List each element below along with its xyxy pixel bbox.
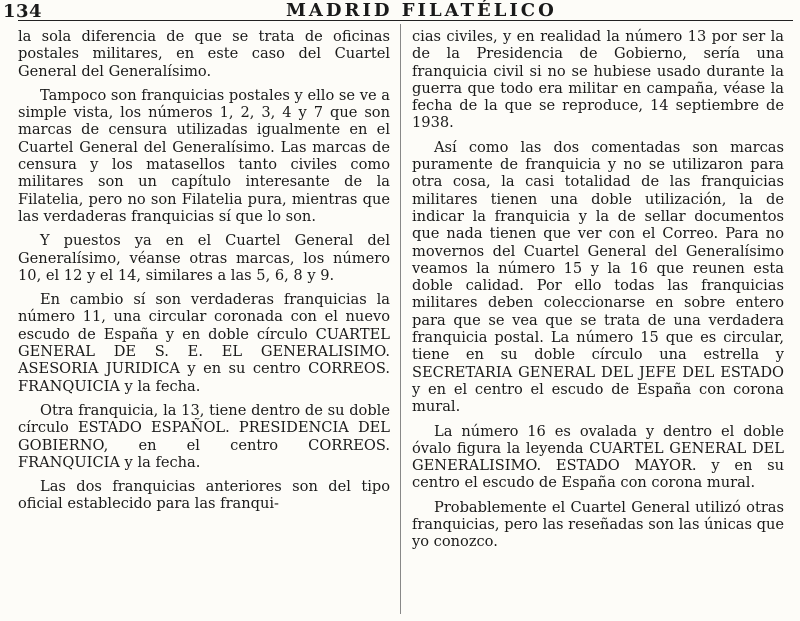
page-header: [0, 0, 800, 24]
paragraph: Otra franquicia, la 13, tiene dentro de su doble círculo ESTADO ESPAÑOL. PRESIDENCIA DEL GOBIERNO, en el centro CORREOS. FRANQUICIA y la fecha.: [18, 401, 390, 471]
paragraph: la sola diferencia de que se trata de oficinas postales militares, en este caso del Cuartel General del Generalísimo.: [18, 28, 390, 80]
paragraph: Tampoco son franquicias postales y ello se ve a simple vista, los números 1, 2, 3, 4 y 7 que son marcas de censura utilizadas igualmente en el Cuartel General del Generalísimo. Las marcas de censura y los matasellos tanto civiles como militares son un capítulo interesante de la Filatelia, pero no son Filatelia pura, mientras que las verdaderas franquicias sí que lo son.: [18, 86, 390, 225]
column-divider: [400, 24, 401, 614]
paragraph: En cambio sí son verdaderas franquicias la número 11, una circular coronada con el nuevo escudo de España y en doble círculo CUARTEL GENERAL DE S. E. EL GENERALISIMO. ASESORIA JURIDICA y en su centro CORREOS. FRANQUICIA y la fecha.: [18, 291, 390, 395]
paragraph: Y puestos ya en el Cuartel General del Generalísimo, véanse otras marcas, los número 10, el 12 y el 14, similares a las 5, 6, 8 y 9.: [18, 232, 390, 284]
header-rule: [18, 20, 793, 21]
page-number: 134: [3, 1, 43, 22]
paragraph: Probablemente el Cuartel General utilizó otras franquicias, pero las reseñadas son las únicas que yo conozco.: [412, 498, 784, 551]
paragraph: Así como las dos comentadas son marcas puramente de franquicia y no se utilizaron para otra cosa, la casi totalidad de las franquicias militares tienen una doble utilización, la de indicar la franquicia y la de sellar documentos que nada tienen que ver con el Correo. Para no movernos del Cuartel General del Generalísimo veamos la número 15 y la 16 que reunen esta doble calidad. Por ello todas las franquicias militares deben coleccionarse en sobre entero para que se vea que se trata de una verdadera franquicia postal. La número 15 que es circular, tiene en su doble círculo una estrella y SECRETARIA GENERAL DEL JEFE DEL ESTADO y en el centro el escudo de España con corona mural.: [412, 138, 784, 416]
paragraph: cias civiles, y en realidad la número 13 por ser la de la Presidencia de Gobierno, sería una franquicia civil si no se hubiese usado durante la guerra que todo era militar en campaña, véase la fecha de la que se reproduce, 14 septiembre de 1938.: [412, 28, 784, 132]
right-column: [412, 28, 784, 551]
left-column: [18, 28, 390, 513]
paragraph: Las dos franquicias anteriores son del tipo oficial establecido para las franqui-: [18, 478, 390, 513]
journal-title: MADRID FILATÉLICO: [286, 0, 557, 21]
paragraph: La número 16 es ovalada y dentro el doble óvalo figura la leyenda CUARTEL GENERAL DEL GENERALISIMO. ESTADO MAYOR. y en su centro el escudo de España con corona mural.: [412, 422, 784, 492]
